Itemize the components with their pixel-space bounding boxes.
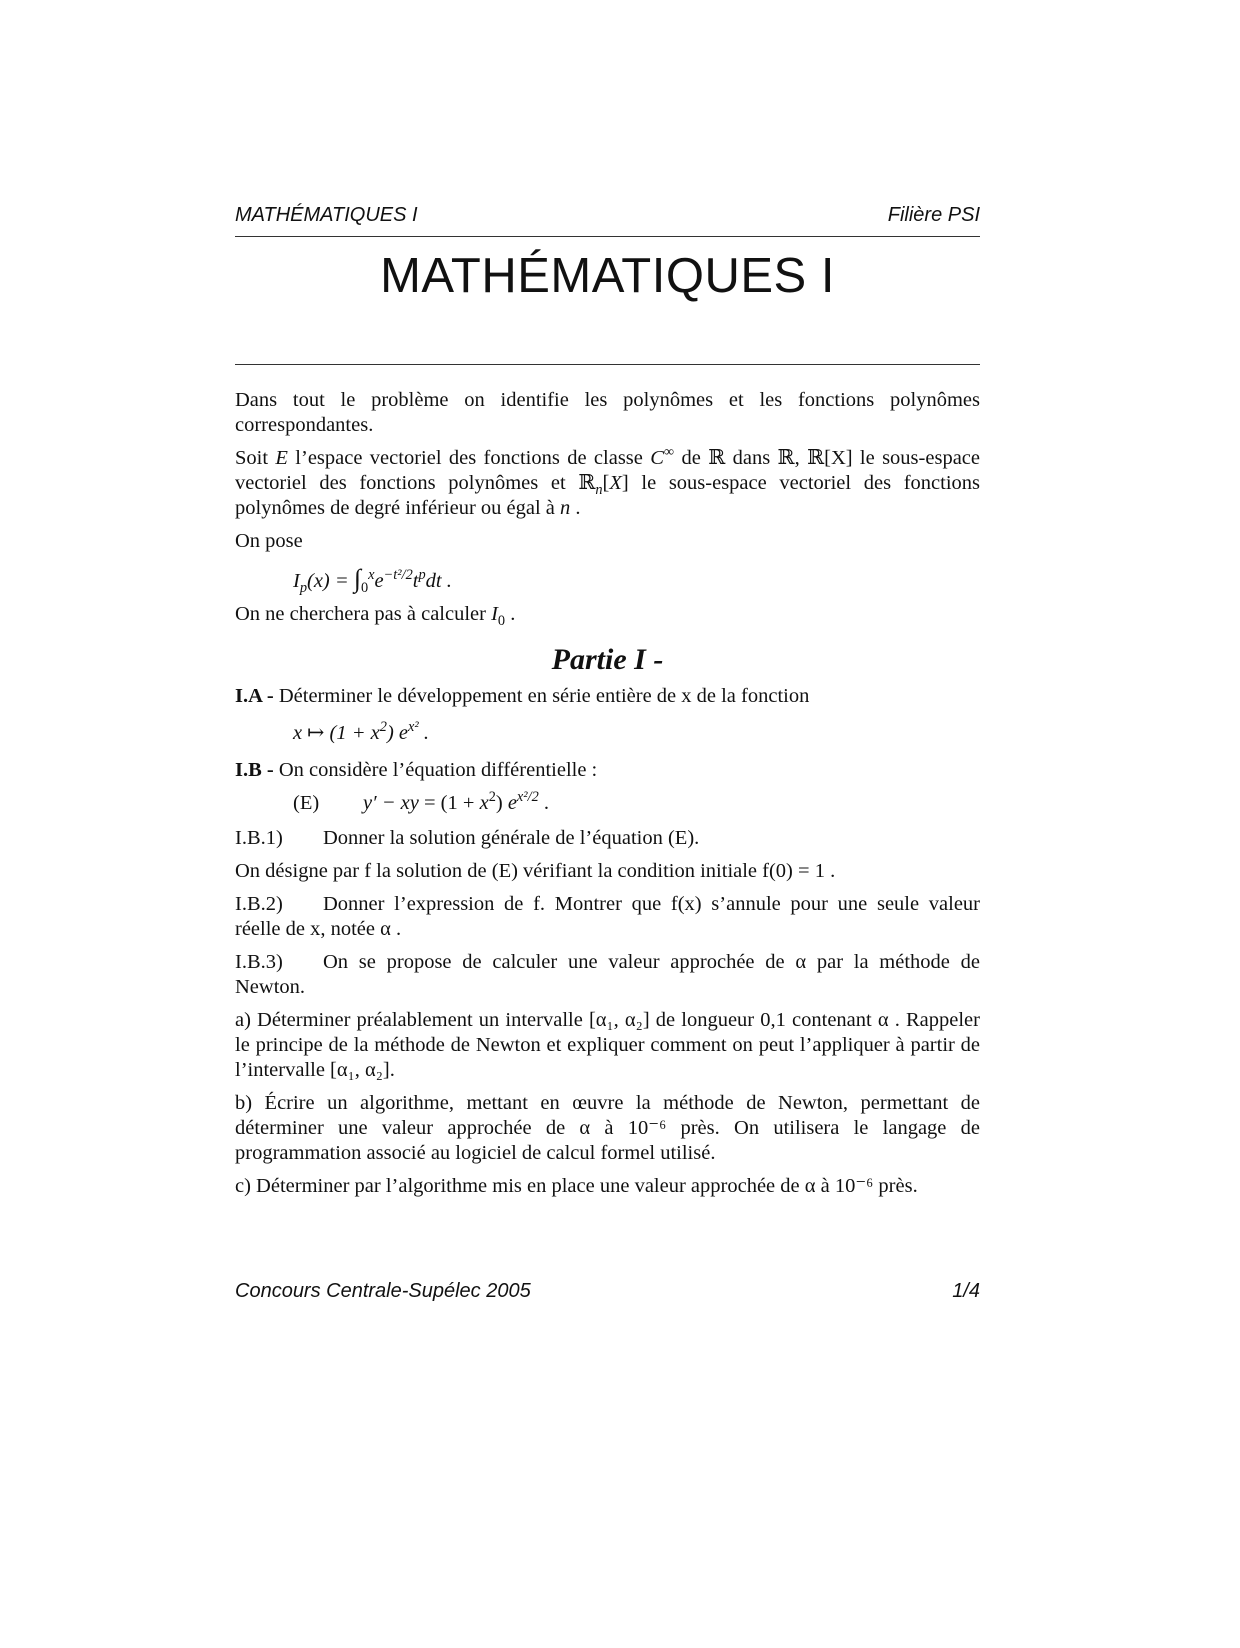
question-IB3: I.B.3) On se propose de calculer une valeur approchée de α par la méthode de Newton. — [235, 951, 980, 998]
page-footer — [235, 1280, 980, 1303]
question-IA: I.A - Déterminer le développement en série entière de x de la fonction — [235, 685, 810, 707]
section-heading: Partie I - — [551, 643, 664, 676]
formula-IA: x ↦ $(1 + x^2)$ $e^{x^2}$ . — [293, 719, 429, 744]
document-body — [235, 388, 980, 1199]
page-header — [235, 204, 980, 227]
designation-f: On désigne par f la solution de (E) vérifiant la condition initiale f(0) = 1 . — [235, 860, 836, 882]
integral-formula: $I_p(x) = \int_0^xe^{-t^2/2}t^pdt$ . — [293, 564, 452, 597]
title-rule — [235, 364, 980, 365]
page-number: 1/4 — [952, 1280, 980, 1302]
question-IB3-a: a) Déterminer préalablement un intervalle [α₁, α₂] de longueur 0,1 contenant α . Rappeler le principe de la méthode de Newton et expliquer comment on peut l’appliquer à partir de l’intervalle [α₁, α₂]. — [235, 1009, 980, 1081]
header-track: Filière PSI — [887, 204, 980, 226]
page-title: MATHÉMATIQUES I — [380, 249, 835, 303]
question-IB3-b: b) Écrire un algorithme, mettant en œuvre la méthode de Newton, permettant de déterminer une valeur approchée de α à 10⁻⁶ près. On utilisera le langage de programmation associé au logiciel de calcul formel utilisé. — [235, 1092, 980, 1164]
intro-paragraph-2: Soit E l’espace vectoriel des fonctions de classe C∞ de ℝ dans ℝ, ℝ[X] le sous-espace vectoriel des fonctions polynômes et ℝ$_n$[X] le sous-espace vectoriel des fonctions polynômes de degré inférieur ou égal à n . — [235, 444, 980, 519]
question-IB3-c: c) Déterminer par l’algorithme mis en place une valeur approchée de α à 10⁻⁶ près. — [235, 1175, 918, 1197]
question-IB2: I.B.2) Donner l’expression de f. Montrer que f(x) s’annule pour une seule valeur réelle de x, notée α . — [235, 893, 980, 940]
question-IB1: I.B.1) Donner la solution générale de l’équation (E). — [235, 827, 700, 849]
question-IB: I.B - On considère l’équation différentielle : — [235, 759, 598, 781]
header-subject: MATHÉMATIQUES I — [235, 204, 418, 226]
intro-paragraph-3: On pose — [235, 530, 303, 552]
equation-E: (E) y′ − xy = $(1 + x^2)$ $e^{x^2/2}$ . — [293, 789, 549, 814]
intro-paragraph-1: Dans tout le problème on identifie les polynômes et les fonctions polynômes correspondantes. — [235, 389, 980, 436]
intro-paragraph-4: On ne cherchera pas à calculer $I_0$ . — [235, 603, 516, 630]
footer-contest: Concours Centrale-Supélec 2005 — [235, 1280, 531, 1302]
header-rule — [235, 236, 980, 237]
